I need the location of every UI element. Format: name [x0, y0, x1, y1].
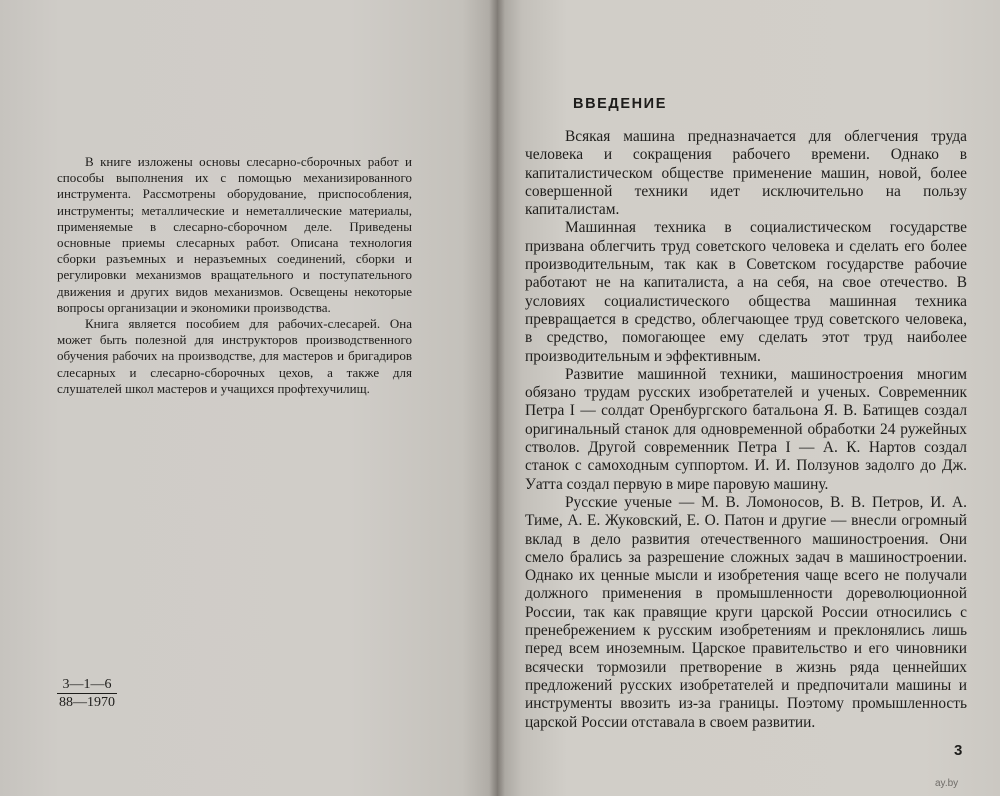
catalog-code	[57, 676, 117, 711]
abstract-paragraph: В книге изложены основы слесарно-сборочных работ и способы выполнения их с помощью механизированного инструмента. Рассмотрены оборудование, приспособления, инструменты; металлические и неметаллические материалы, применяемые в слесарно-сборочном деле. Приведены основные приемы слесарных работ. Описана технология сборки разъемных и неразъемных соединений, сборки и регулировки механизмов вращательного и поступательного движения и других видов механизмов. Освещены некоторые вопросы организации и экономики производства.	[57, 154, 412, 315]
page-number: 3	[954, 742, 963, 759]
body-paragraph: Машинная техника в социалистическом государстве призвана облегчить труд советского человека и сделать его более производительным, так как в Советском государстве рабочие работают не на капиталиста, а на себя, на свое отечество. В условиях социалистического общества машинная техника превращается в средство, облегчающее труд советского человека, в средство, помогающее ему сделать этот труд наиболее производительным и эффективным.	[525, 219, 967, 365]
introduction-text	[525, 128, 967, 732]
left-page	[0, 0, 497, 796]
body-paragraph: Развитие машинной техники, машиностроения многим обязано трудам русских изобретателей и ученых. Современник Петра I — солдат Оренбургского батальона Я. В. Батищев создал оригинальный станок для одновременной обработки 24 ружейных стволов. Другой современник Петра I — А. К. Нартов создал станок с самоходным суппортом. И. И. Ползунов задолго до Дж. Уатта создал первую в мире паровую машину.	[525, 365, 967, 493]
book-gutter	[489, 0, 505, 796]
body-paragraph: Русские ученые — М. В. Ломоносов, В. В. Петров, И. А. Тиме, А. Е. Жуковский, Е. О. Патон и другие — внесли огромный вклад в дело развития отечественного машиностроения. Они смело брались за разрешение сложных задач в машиностроении. Однако их ценные мысли и изобретения чаще всего не получали должного применения в промышленности дореволюционной России, так как правящие круги царской России относились с пренебрежением к русским изобретениям и преклонялись лишь перед всем иноземным. Царское правительство и его чиновники всячески тормозили претворение в жизнь ряда ценнейших предложений русских изобретателей и предпочитали машины и инструменты ввозить из-за границы. Поэтому промышленность царской России отставала в своем развитии.	[525, 493, 967, 731]
book-abstract	[57, 154, 412, 397]
catalog-code-denominator: 88—1970	[59, 695, 115, 710]
abstract-paragraph: Книга является пособием для рабочих-слесарей. Она может быть полезной для инструкторов производственного обучения рабочих на производстве, для мастеров и бригадиров слесарных и слесарно-сборочных цехов, а также для слушателей школ мастеров и учащихся профтехучилищ.	[57, 316, 412, 396]
catalog-code-numerator: 3—1—6	[57, 676, 117, 694]
chapter-heading: ВВЕДЕНИЕ	[573, 96, 667, 112]
watermark: ay.by	[935, 778, 959, 789]
right-page	[497, 0, 1000, 796]
body-paragraph: Всякая машина предназначается для облегчения труда человека и сокращения рабочего времени. Однако в капиталистическом обществе применение машин, новой, более совершенной техники идет исключительно на пользу капиталистам.	[525, 128, 967, 219]
